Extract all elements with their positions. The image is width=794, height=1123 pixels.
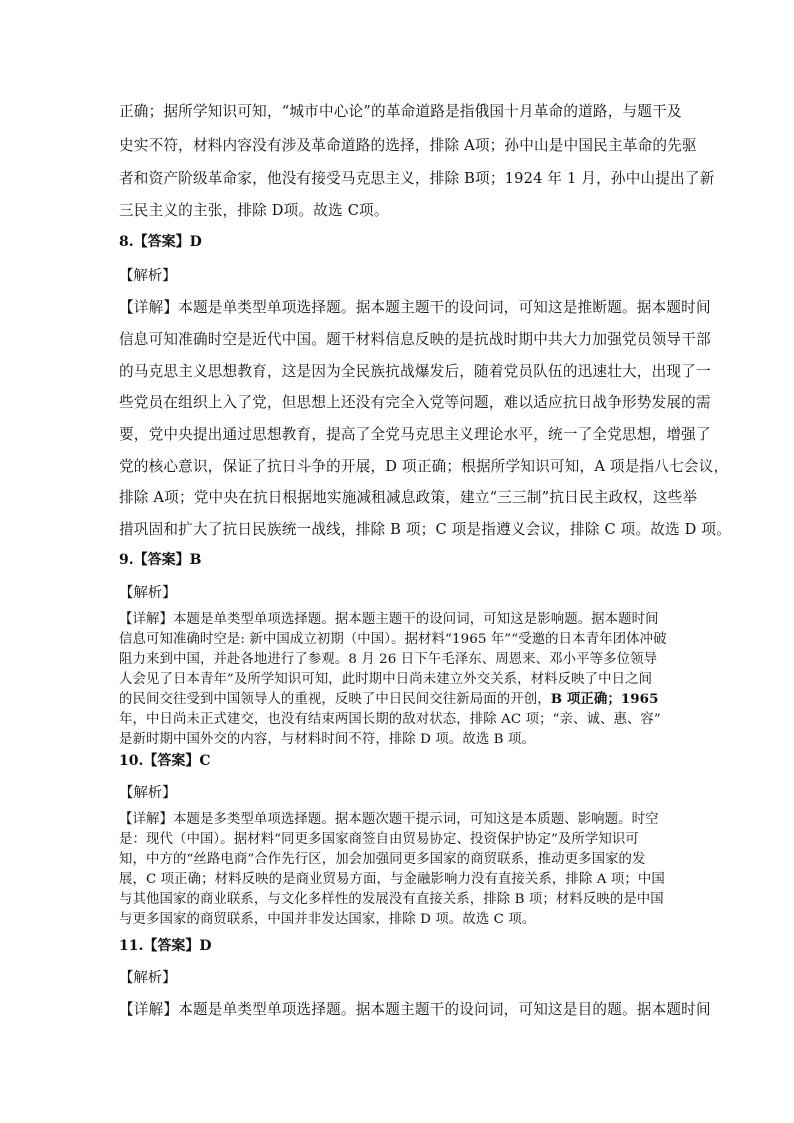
q8-text-line: 党的核心意识，保证了抗日斗争的开展，D 项正确；根据所学知识可知，A 项是指八七会议， (119, 458, 729, 475)
q9-text-line: 年，中日尚未正式建交，也没有结束两国长期的敌对状态，排除 AC 项；“亲、诚、惠、容” (119, 712, 661, 727)
q10-analysis-label: 【解析】 (119, 785, 177, 801)
q8-text-line: 的马克思主义思想教育，这是因为全民族抗战爆发后，随着党员队伍的迅速壮大，出现了一 (119, 363, 711, 380)
q8-detail-label: 【详解】 (119, 299, 179, 316)
q8-answer-header: 8.【答案】D (119, 234, 202, 250)
q9-text-line: 【详解】本题是单类型单项选择题。据本题主题干的设问词，可知这是影响题。据本题时间 (119, 612, 659, 627)
q9-text-line: 阻力来到中国，并赴各地进行了参观。8 月 26 日下午毛泽东、周恩来、邓小平等多位领导 (119, 652, 658, 667)
q9-text-line: 人会见了日本青年”及所学知识可知，此时期中日尚未建立外交关系，材料反映了中日之间 (119, 672, 653, 687)
q9-text-line: 信息可知准确时空是: 新中国成立初期（中国）。据材料“1965 年”“受邀的日本青年团体冲破 (119, 632, 667, 647)
q8-text-line: 措巩固和扩大了抗日民族统一战线，排除 B 项；C 项是指遵义会议，排除 C 项。故选 D 项。 (119, 521, 732, 538)
q9-answer-header: 9.【答案】B (119, 552, 202, 568)
q9-analysis-label: 【解析】 (119, 585, 177, 601)
q11-answer-header: 11.【答案】D (119, 938, 212, 954)
q7-text-line: 正确；据所学知识可知，“城市中心论”的革命道路是指俄国十月革命的道路，与题干及 (119, 103, 682, 120)
q8-text-line: 要，党中央提出通过思想教育，提高了全党马克思主义理论水平，统一了全党思想，增强了 (119, 426, 711, 443)
q10-detail-label: 【详解】 (119, 812, 173, 827)
q9-detail-label: 【详解】 (119, 612, 173, 627)
q10-text-line: 知，中方的“丝路电商”合作先行区，加会加强同更多国家的商贸联系，推动更多国家的发 (119, 852, 646, 867)
q9-text-line: 的民间交往受到中国领导人的重视，反映了中日民间交往新局面的开创，B 项正确；1965 (119, 691, 659, 707)
q8-analysis-label: 【解析】 (119, 268, 177, 284)
q8-text-line: 信息可知准确时空是近代中国。题干材料信息反映的是抗战时期中共大力加强党员领导干部 (119, 331, 711, 348)
q8-text-line: 些党员在组织上入了党，但思想上还没有完全入党等问题，难以适应抗日战争形势发展的需 (119, 394, 711, 411)
q11-analysis-label: 【解析】 (119, 970, 177, 986)
q7-text-line: 三民主义的主张，排除 D项。故选 C项。 (119, 202, 389, 219)
q7-text-line: 者和资产阶级革命家，他没有接受马克思主义，排除 B项；1924 年 1 月，孙中山提出了新 (119, 170, 715, 187)
q9-text-line: 是新时期中国外交的内容，与材料时间不符，排除 D 项。故选 B 项。 (119, 732, 535, 747)
q10-answer-header: 10.【答案】C (119, 753, 211, 769)
q10-text-line: 【详解】本题是多类型单项选择题。据本题次题干提示词，可知这是本质题、影响题。时空 (119, 812, 659, 827)
q7-text-line: 史实不符，材料内容没有涉及革命道路的选择，排除 A项；孙中山是中国民主革命的先驱 (119, 137, 697, 154)
q8-text-line: 【详解】本题是单类型单项选择题。据本题主题干的设问词，可知这是推断题。据本题时间 (119, 299, 711, 316)
q10-text-line: 展，C 项正确；材料反映的是商业贸易方面，与金融影响力没有直接关系，排除 A 项；中国 (119, 872, 665, 887)
q10-text-line: 与其他国家的商业联系，与文化多样性的发展没有直接关系，排除 B 项；材料反映的是中国 (119, 892, 664, 907)
q11-detail-label: 【详解】 (119, 1001, 179, 1018)
q8-text-line: 排除 A项；党中央在抗日根据地实施减租减息政策，建立“三三制”抗日民主政权，这些举 (119, 489, 698, 506)
q10-text-line: 与更多国家的商贸联系，中国并非发达国家，排除 D 项。故选 C 项。 (119, 912, 536, 927)
q10-text-line: 是：现代（中国）。据材料“同更多国家商签自由贸易协定、投资保护协定”及所学知识可 (119, 832, 639, 847)
q11-text-line: 【详解】本题是单类型单项选择题。据本题主题干的设问词，可知这是目的题。据本题时间 (119, 1001, 711, 1018)
